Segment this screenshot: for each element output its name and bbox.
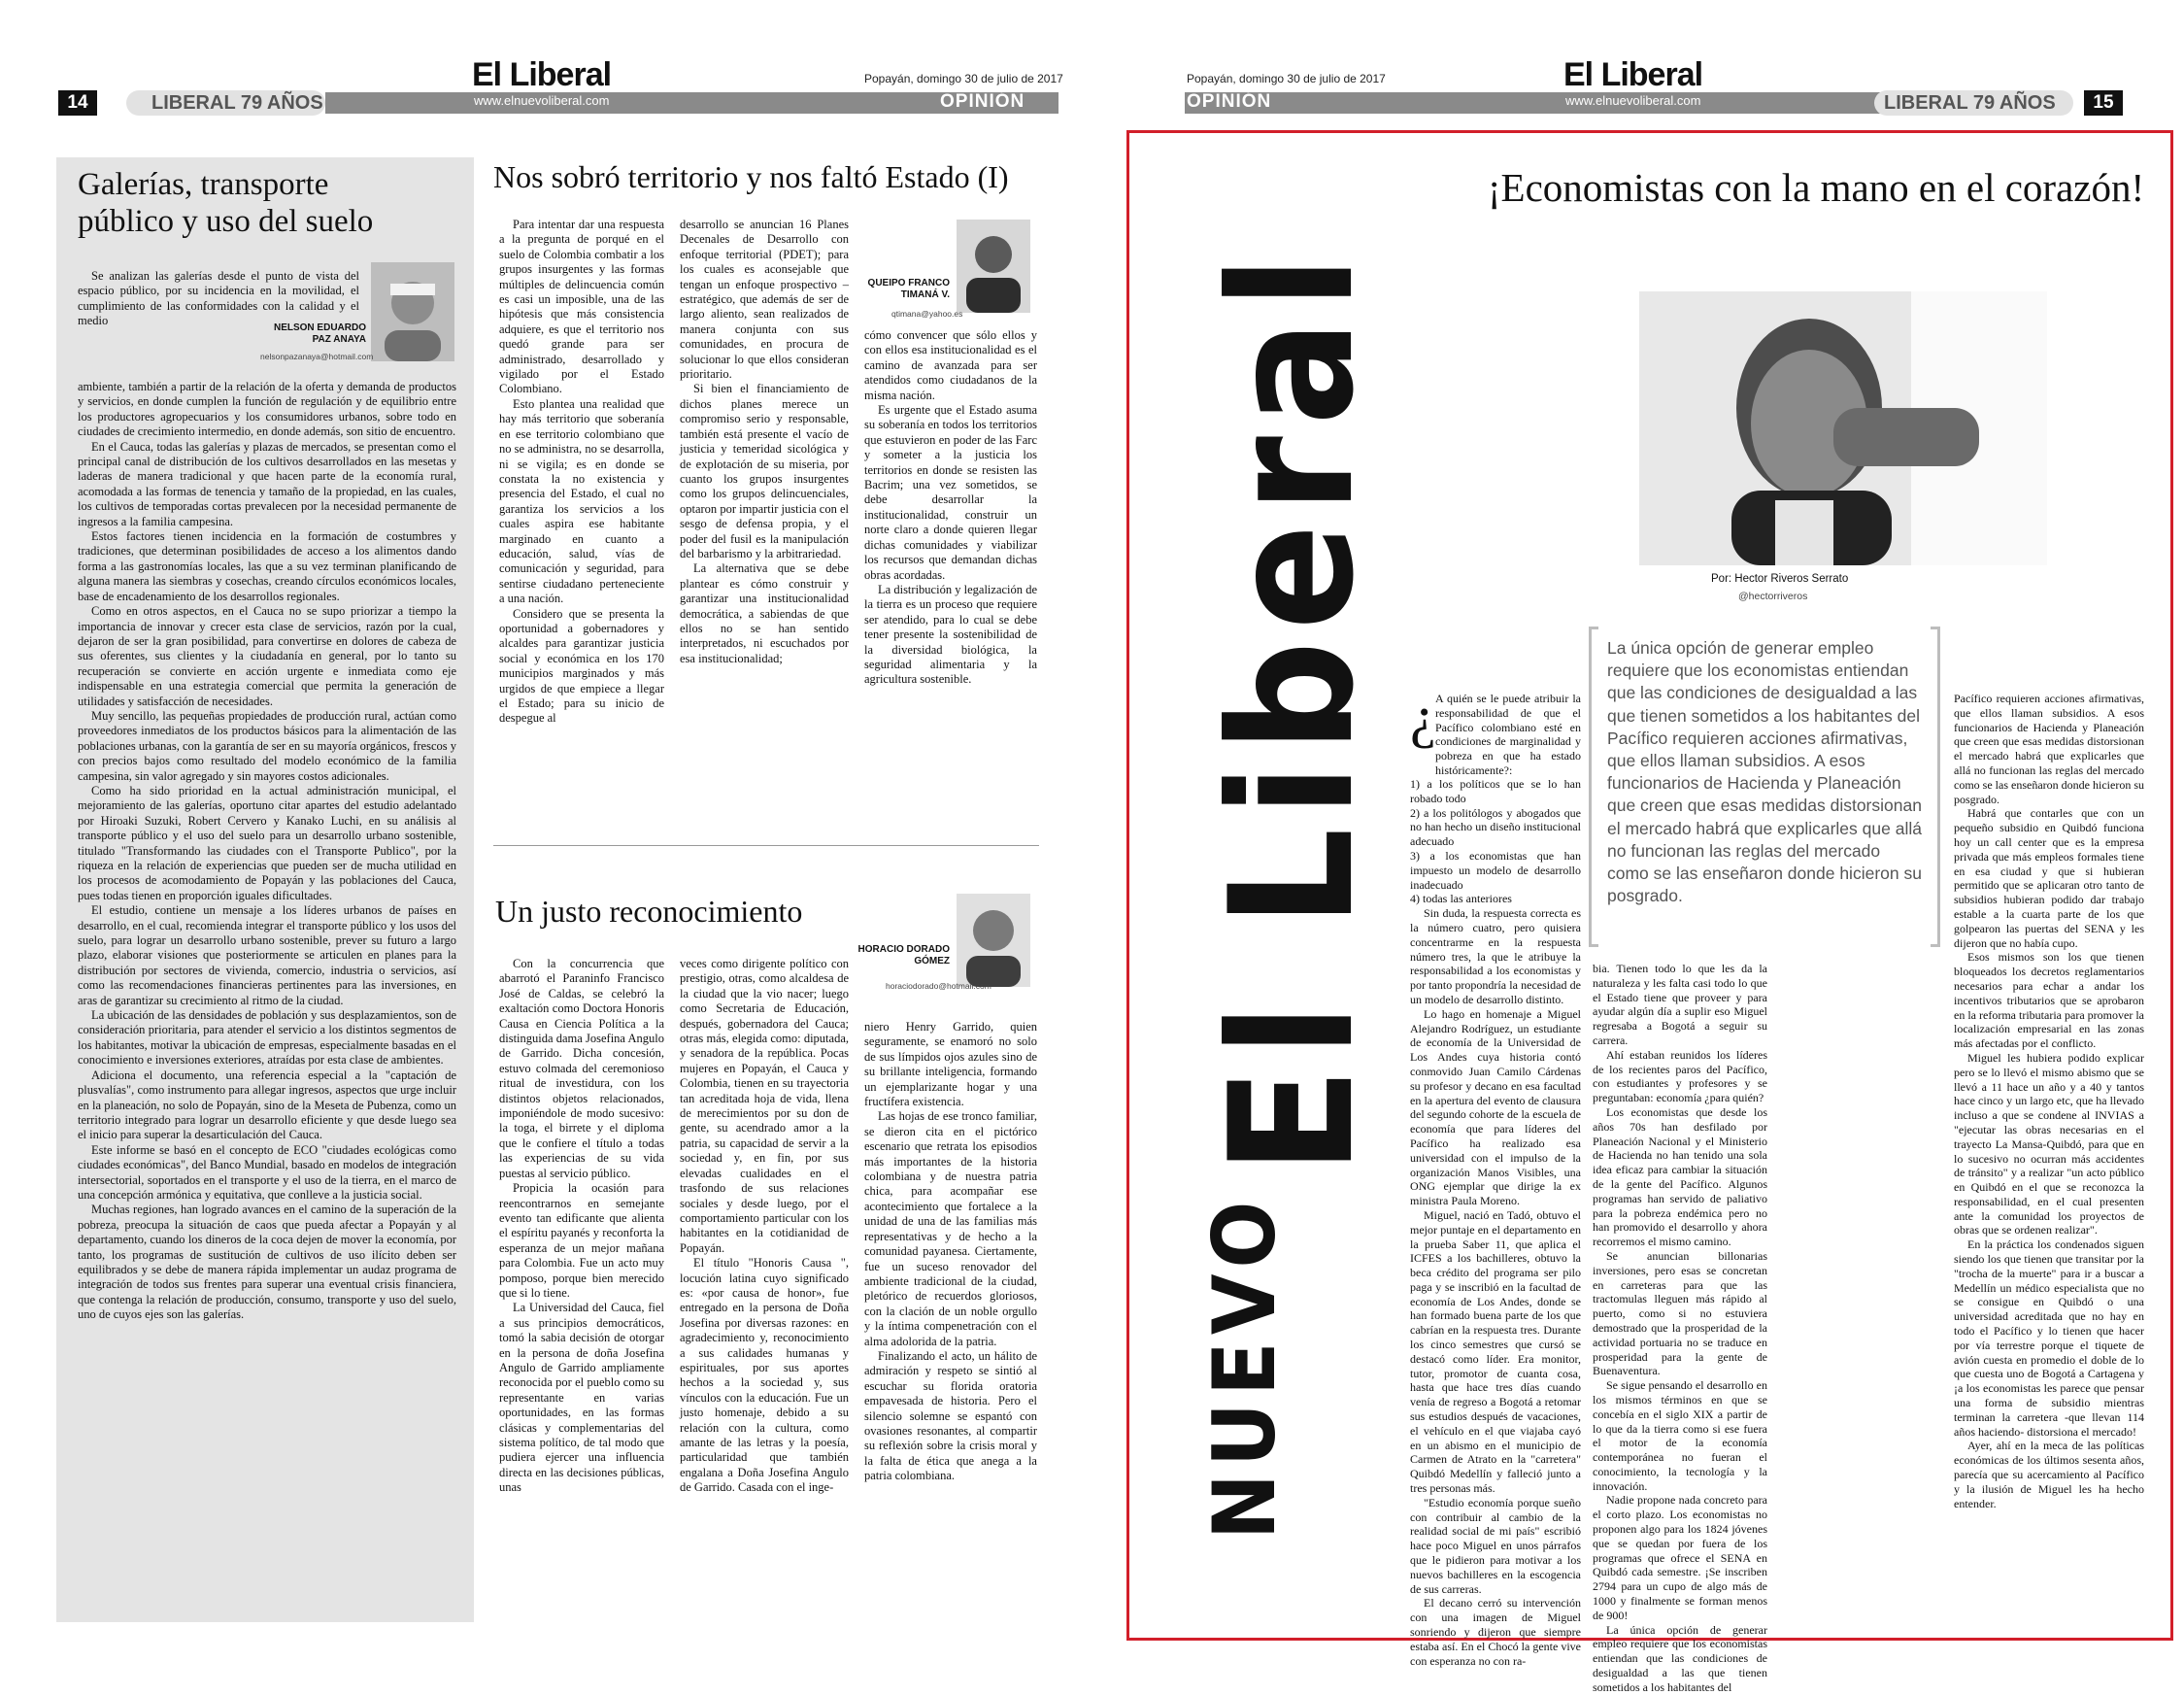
article-title: ¡Economistas con la mano en el corazón! <box>1487 165 2145 210</box>
list-item: 4) todas las anteriores <box>1410 892 1512 906</box>
anniversary-label: LIBERAL 79 AÑOS <box>1884 92 2056 114</box>
list-item: 2) a los politólogos y abogados que no han hecho un diseño institucional adecuado <box>1410 805 1581 849</box>
paragraph: ambiente, también a partir de la relación de la oferta y demanda de productos y servicios, en donde cumplen la función de regulación y de equilibrio entre los productores agropecuarios y los consumidores urbanos, sobre todo en ciudades de crecimiento intermedio, en donde además, son sitio de encuentro. <box>78 380 456 439</box>
author-portrait <box>957 894 1030 987</box>
paragraph: Esto plantea una realidad que hay más territorio que soberanía en ese territorio colombiano que no se administra, no se desarrolla, ni se vigila; es en donde se constata la no existencia y presencia del Estado, el cual no garantiza los servicios a los cuales aspira ese habitante marginado en cuanto a educación, salud, vías de comunicación y seguridad, para sentirse ciudadano perteneciente a una nación. <box>499 396 664 606</box>
paragraph: Nadie propone nada concreto para el corto plazo. Los economistas no proponen algo para los 1824 jóvenes que se quedan por fuera de los programas que ofrece el SENA en Quibdó cada semestre. ¡Se inscriben 2794 para un cupo de algo más de 1000 y finalmente se forman menos de 900! <box>1593 1493 1767 1622</box>
paragraph: Se anuncian billonarias inversiones, pero esas se concretan en carreteras para que las tractomulas lleguen más rápido al puerto, como si no estuviera demostrado que la prosperidad de la actividad portuaria no se traduce en prosperidad para la gente de Buenaventura. <box>1593 1248 1767 1378</box>
paragraph: Habrá que contarles que con un pequeño subsidio en Quibdó funciona hoy un call center que es la empresa privada que más empleos formales tiene en esa ciudad y que si hubieran permitido que se aplicaran otro tanto de subsidios hubieran podido dar trabajo estable a la cuarta parte de los que golpearon las puertas del SENA y les dijeron que no había cupo. <box>1954 806 2144 950</box>
paragraph: veces como dirigente político con prestigio, otras, como alcaldesa de la ciudad que la vio nacer; luego como Secretaria de Educación, después, gobernadora del Cauca; otras más, elegida como: diputada, y senadora de la república. Pocas mujeres en Popayán, el Cauca y Colombia, tienen en su trayectoria tan acreditada hoja de vida, llena de merecimientos por su don de gente, su acendrado amor a la patria, su capacidad de servir a la sociedad y, en fin, por sus elevadas cualidades en el trasfondo de sus relaciones sociales y desde luego, por el comportamiento particular con los habitantes en la cotidianidad de Popayán. <box>680 957 849 1255</box>
author-photo <box>957 894 1030 987</box>
paragraph: Las hojas de ese tronco familiar, se dieron cita en el pictórico escenario que retrata los episodios más importantes de la historia colombiana y de nuestra patria chica, para acompañar ese acontecimiento que fortalece a la unidad de una de las familias más representativas y de hecho a la comunidad payanesa. Ciertamente, fue un suceso renovador del ambiente tradicional de la ciudad, pletórico de recuerdos gloriosos, con la clación de un noble orgullo y la íntima compenetración con el alma adolorida de la patria. <box>864 1109 1037 1348</box>
paragraph: Miguel, nació en Tadó, obtuvo el mejor puntaje en el departamento en la prueba Saber 11, que aplica el ICFES a los bachilleres, obtuvo la beca crédito del programa ser pilo paga y se inscribió en la facultad de economía de Los Andes, donde se han formado buena parte de los que cabrían en la respuesta tres. Durante los cinco semestres que cursó se destacó como líder. Era monitor, tutor, promotor de cuanta cosa, hasta que hace tres días cuando venía de regreso a Bogotá a retomar sus estudios después de vacaciones, el vehículo en el que viajaba cayó en un abismo en el municipio de Carmen de Atrato en la "carretera" Quibdó Medellín y falleció junto a tres personas más. <box>1410 1207 1581 1496</box>
article-intro <box>1435 692 1581 777</box>
paragraph: La única opción de generar empleo requiere que los economistas entiendan que las condiciones de desigualdad a las que tienen sometidos a los habitantes del <box>1593 1622 1767 1694</box>
paragraph: El decano cerró su intervención con una imagen de Miguel sonriendo y dijeron que siempre estaba así. En el Chocó la gente vive con esperanza no con ra- <box>1410 1596 1581 1668</box>
paragraph: Propicia la ocasión para reencontrarnos en semejante evento tan edificante que alienta el espíritu payanés y reconforta la esperanza de un mejor mañana para Colombia. Fue un acto muy pomposo, porque bien merecido que si lo tiene. <box>499 1181 664 1300</box>
paragraph: Considero que se presenta la oportunidad a gobernadores y alcaldes para garantizar justicia social y económica en los 170 municipios marginados y más urgidos de que empiece a llegar el Estado; para su inicio de despegue al <box>499 606 664 726</box>
paragraph: bia. Tienen todo lo que les da la naturaleza y les falta casi todo lo que el Estado tiene que proveer y para ayudar algún día a suplir eso Miguel regresaba a Bogotá a seguir su carrera. <box>1593 962 1767 1047</box>
right-page <box>1117 0 2184 1694</box>
paragraph: Este informe se basó en el concepto de ECO "ciudades ecológicas como ciudades económicas", del Banco Mundial, basado en modelos de integración intersectorial, soportados en el transporte y el uso de la tierra, en el marco de una concepción armónica y equitativa, que conlleve a la justicia social. <box>78 1142 456 1202</box>
page-number: 14 <box>58 90 97 116</box>
article-column <box>1954 692 2144 1627</box>
paragraph: Adiciona el documento, una referencia especial a la "captación de plusvalías", como instrumento para allegar ingresos, aspectos que urge incluir en la planeación, no solo de Popayán, sino de la Meseta de Pubenza, como un territorio integrado para lograr un desarrollo eficiente y que desde luego sea el inicio para superar la desarticulación del Cauca. <box>78 1068 456 1142</box>
article-column <box>864 328 1037 806</box>
paragraph: Muy sencillo, las pequeñas propiedades de producción rural, actúan como proveedores inmediatos de los productos básicos para la alimentación de las poblaciones urbanas, con la garantía de ser en su mayoría orgánicos, frescos y con precios bajos como resultado del modelo económico de la familia campesina, sin valor agregado y sin mayores costos adicionales. <box>78 708 456 783</box>
section-label: OPINIÓN <box>1187 91 1272 112</box>
paragraph: niero Henry Garrido, quien seguramente, se enamoró no solo de sus límpidos ojos azules sino de su brillante inteligencia, formando un ejemplarizante hogar y una fructífera existencia. <box>864 1020 1037 1109</box>
author-email: nelsonpazanaya@hotmail.com <box>260 352 374 361</box>
author-name: HORACIO DORADO GÓMEZ <box>857 944 950 966</box>
paragraph: Se sigue pensando el desarrollo en los mismos términos en que se concebía en el siglo XIX a partir de lo que da la tierra como si ese fuera el motor de la economía contemporánea no fueran el conocimiento, la tecnología y la innovación. <box>1593 1378 1767 1493</box>
paragraph: cómo convencer que sólo ellos y con ellos esa institucionalidad es el camino de avanzada para ser atendidos como ciudadanos de la misma nación. <box>864 328 1037 402</box>
paragraph: "Estudio economía porque sueño con contribuir al cambio de la realidad social de mi país" escribió hace poco Miguel en unos párrafos que le pidieron para motivar a los nuevos bachilleres en la escogencia de sus carreras. <box>1410 1495 1581 1596</box>
paragraph: El título "Honoris Causa ", locución latina cuyo significado es: «por causa de honor», fue entregado en la persona de Doña Josefina por diversas razones: en agradecimiento y, reconocimiento a sus calidades humanas y espirituales, por sus aportes hechos a la sociedad y, sus vínculos con la educación. Fue un justo homenaje, debido a su relación con la cultura, como amante de las letras y la poesía, particularidad que también engalana a Doña Josefina Angulo de Garrido. Casada con el inge- <box>680 1256 849 1495</box>
byline: Por: Hector Riveros Serrato <box>1711 573 1849 585</box>
article-column <box>864 1020 1037 1627</box>
left-page <box>0 0 1078 1678</box>
vertical-logo-text <box>1194 245 1392 1540</box>
dateline: Popayán, domingo 30 de julio de 2017 <box>864 72 1063 85</box>
drop-cap: ¿ <box>1410 685 1436 749</box>
paragraph: Sin duda, la respuesta correcta es la número cuatro, pero quisiera concentrarme en la respuesta número tres, la que le atribuye la responsabilidad a los economistas y por tanto propondría la necesidad de un modelo de desarrollo distinto. <box>1410 906 1581 1006</box>
paragraph: La alternativa que se debe plantear es cómo construir y garantizar una institucionalidad democrática, a sabiendas de que ellos no se han sentido interpretados, ni escuchados por esa institucionalidad; <box>680 561 849 665</box>
author-portrait <box>1639 291 2047 565</box>
author-portrait <box>371 262 454 361</box>
article-column <box>499 957 664 1627</box>
section-divider <box>493 845 1039 846</box>
article-body <box>78 380 456 1602</box>
intro-paragraph: Se analizan las galerías desde el punto de vista del espacio público, por su incidencia en la movilidad, el cumplimiento de las conformidades con la calidad y el medio <box>78 269 359 328</box>
paragraph: Como en otros aspectos, en el Cauca no se supo priorizar a tiempo la importancia de innovar y crecer esta clase de servicios, razón por la cual, dejaron de ser la gran posibilidad, para convertirse en dolores de cabeza de sus oferentes, sus clientes y la ciudadanía en general, por lo tanto su recuperación se convierte en acción urgente e inmediata como eje indispensable en una estrategia comercial que permita la generación de utilidades y satisfacción de necesidades. <box>78 604 456 708</box>
masthead-text: El Liberal <box>1563 56 1703 93</box>
pullquote-bracket-left <box>1589 627 1598 947</box>
twitter-handle: @hectorriveros <box>1738 591 1808 602</box>
vertical-logo-small: NUEVO <box>1194 1194 1294 1540</box>
vertical-logo <box>1194 131 1392 1540</box>
masthead-logo <box>472 56 611 94</box>
masthead-logo <box>1563 56 1702 94</box>
anniversary-tab <box>126 90 325 116</box>
paragraph: desarrollo se anuncian 16 Planes Decenales de Desarrollo con enfoque territorial (PDET); para los cuales es aconsejable que tengan un enfoque prospectivo – estratégico, que además de ser de largo aliento, sean realizados de manera conjunta con sus comunidades, en procura de solucionar lo que ellos consideran prioritario. <box>680 218 849 382</box>
author-email: qtimana@yahoo.es <box>891 309 963 319</box>
paragraph: El estudio, contiene un mensaje a los líderes urbanos de países en desarrollo, en el cual, recomienda integrar el transporte público y los usos del suelo, para lograr un desarrollo urbano sostenible, prever su futuro a largo plazo, elaborar visiones que posteriormente se articulen en planes para la distribución por sectores de vivienda, comercio, industria o servicios, así como las recomendaciones financieras pertinentes para las inversiones, en aras de garantizar su crecimiento al ritmo de la ciudad. <box>78 903 456 1007</box>
paragraph: Muchas regiones, han logrado avances en el camino de la superación de la pobreza, preocupa la situación de caos que pueda afectar a Popayán y al departamento, cuando los dineros de la coca dejen de mover la economía, por tanto, los programas de sustitución de cultivos de uso ilícito deben ser equilibrados y se debe de manera rápida implementar un audaz programa de integración de todos sus frentes para superar una eventual crisis financiera, que contenga la relación de producción, consumo, transporte y uso del suelo, uno de cuyos ejes son las galerías. <box>78 1203 456 1322</box>
article-column <box>680 957 849 1627</box>
article-title: Galerías, transporte público y uso del suelo <box>78 167 374 239</box>
paragraph: En la práctica los condenados siguen siendo los que tienen que transitar por la "trocha de la muerte" para ir a buscar a Medellín un médico especialista que no se consigue en Quibdó o una universidad acreditada que no hay en todo el Pacífico y lo tienen que hacer por vía terrestre porque el tiquete de avión cuesta en promedio el doble de lo que cuesta uno de Bogotá a Cartagena y ¡a los economistas les parece que pensar una forma de subsidio mientras terminan la carretera -que llevan 114 años haciendo- distorsiona el mercado! <box>1954 1237 2144 1439</box>
author-photo <box>957 220 1030 313</box>
article-column <box>1593 962 1767 1694</box>
paragraph: En el Cauca, todas las galerías y plazas de mercados, se presentan como el principal canal de distribución de los cultivos desarrollados en las mesetas y laderas de manera tradicional y que hacen parte de la economía rural, acomodada a las formas de tenencia y tamaño de la propiedad, en las cuales, los cultivos de temporadas cortas prevalecen por la necesidad permanente de ingresos a la familia campesina. <box>78 439 456 528</box>
section-label: OPINIÓN <box>940 91 1025 112</box>
paragraph: Lo hago en homenaje a Miguel Alejandro Rodríguez, un estudiante de economía de la Universidad de Los Andes cuya historia contó conmovido Juan Camilo Cárdenas su profesor y decano en esa facultad en la apertura del evento de clausura del segundo cohorte de la escuela de economía que para líderes del Pacífico ha realizado esa universidad con el impulso de la organización Manos Visibles, una ONG ejemplar que dirige la ex ministra Paula Moreno. <box>1410 1006 1581 1208</box>
paragraph: Como ha sido prioridad en la actual administración municipal, el mejoramiento de las galerías, oportuno citar apartes del estudio adelantado por Hiroaki Suzuki, Robert Cervero y Kanako Luchi, en su análisis al transporte público y el uso del suelo para un desarrollo urbano sostenible, titulado "Transformando las ciudades con el Transporte Publico", por la riqueza en la relación de experiencias que pueden ser de mucha utilidad en los procesos de acomodamiento de Popayán y las poblaciones del Cauca, pues todas tienen en proporción iguales dificultades. <box>78 783 456 902</box>
anniversary-label: LIBERAL 79 AÑOS <box>151 92 323 114</box>
author-name: NELSON EDUARDO PAZ ANAYA <box>273 322 366 345</box>
masthead-text: El Liberal <box>472 56 612 93</box>
paragraph: Para intentar dar una respuesta a la pregunta de porqué en el suelo de Colombia combatir a los grupos insurgentes y las formas múltiples de delincuencia común es casi un imposible, una de las hipótesis que más consistencia adquiere, es que el territorio nos quedó grande para ser administrado, desarrollado y vigilado por el Estado Colombiano. <box>499 218 664 396</box>
anniversary-tab <box>1874 90 2073 116</box>
article-column <box>499 218 664 806</box>
author-name: QUEIPO FRANCO TIMANÁ V. <box>867 278 950 300</box>
site-url: www.elnuevoliberal.com <box>474 93 610 108</box>
author-photo <box>1639 291 2047 565</box>
site-url: www.elnuevoliberal.com <box>1565 93 1701 108</box>
paragraph: La Universidad del Cauca, fiel a sus principios democráticos, tomó la sabia decisión de otorgar en la persona de doña Josefina Angulo de Garrido ampliamente reconocida por el pueblo como su representante en varias oportunidades, en las formas clásicas y complementarias del sistema político, de tal modo que pudiera ejercer una influencia directa en las decisiones públicas, unas <box>499 1301 664 1495</box>
dateline: Popayán, domingo 30 de julio de 2017 <box>1187 72 1386 85</box>
paragraph: Es urgente que el Estado asuma su soberanía en todos los territorios que estuvieron en poder de las Farc y someter a la justicia los territorios en donde se resisten las Bacrim; una vez sometidos, se debe desarrollar la institucionalidad, construir un norte claro a donde quieren llegar dichas comunidades y viabilizar los recursos que demandan dichas obras acordadas. <box>864 403 1037 582</box>
list-item: 1) a los políticos que se lo han robado todo <box>1410 777 1581 805</box>
author-portrait <box>957 220 1030 313</box>
vertical-logo-main: El Liberal <box>1194 245 1392 1175</box>
paragraph: La distribución y legalización de la tierra es un proceso que requiere ser atendido, para lo cual se debe tener presente la sostenibilidad de la diversidad biológica, la seguridad alimentaria y la agricultura sostenible. <box>864 582 1037 687</box>
pullquote-bracket-right <box>1931 627 1940 947</box>
paragraph: La ubicación de las densidades de población y sus desplazamientos, son de consideración prioritaria, para atender el servicio a los distintos segmentos de los habitantes, motivar la ubicación de empresas, especialmente basadas en el conocimiento e inversiones exteriores, atraídas por esta clase de ambientes. <box>78 1008 456 1068</box>
article-intro <box>78 269 359 378</box>
author-photo <box>371 262 454 361</box>
paragraph: Miguel les hubiera podido explicar pero se lo llevó el mismo abismo que se llevó a 11 hace un año y a 40 y tantos hace cinco y un largo etc, que ha llevado incluso a que se condene al INVIAS a "ejecutar las obras necesarias en el trayecto La Mansa-Quibdó, para que en lo sucesivo no ocurran más accidentes de tránsito" y a realizar "un acto público en Quibdó en el que se reconozca la responsabilidad, en el cual presenten ante la comunidad los proyectos de obras que se ordenen realizar". <box>1954 1050 2144 1237</box>
paragraph: Esos mismos son los que tienen bloqueados los decretos reglamentarios necesarios para echar a andar los incentivos tributarios que se aprobaron en la reforma tributaria para promover la localización empresarial en las zonas más afectadas por el conflicto. <box>1954 950 2144 1051</box>
paragraph: Ahí estaban reunidos los líderes de los recientes paros del Pacífico, con estudiantes y profesores y se preguntaban: economía ¿para quién? <box>1593 1047 1767 1105</box>
article-column <box>680 218 849 806</box>
pullquote: La única opción de generar empleo requiere que los economistas entiendan que las condiciones de desigualdad a las que tienen sometidos a los habitantes del Pacífico requieren acciones afirmativas, que ellos llaman subsidios. A esos funcionarios de Hacienda y Planeación que creen que esas medidas distorsionan el mercado habrá que explicarles que allá no funcionan las reglas del mercado como se las enseñaron donde hicieron su posgrado. <box>1607 638 1922 906</box>
intro-paragraph: A quién se le puede atribuir la responsabilidad de que el Pacífico colombiano esté en condiciones de marginalidad y pobreza en que ha estado históricamente?: <box>1435 692 1581 777</box>
paragraph: Estos factores tienen incidencia en la formación de costumbres y tradiciones, que determinan posibilidades de acceso a los alimentos dando forma a las gastronomías locales, las que a su vez terminan planificando de alguna manera las siembras y cosechas, creando círculos económicos locales, base de encadenamiento de los desarrollos regionales. <box>78 529 456 603</box>
paragraph: Con la concurrencia que abarrotó el Paraninfo Francisco José de Caldas, se celebró la exaltación como Doctora Honoris Causa en Ciencia Política a la distinguida dama Josefina Angulo de Garrido. Dicha concesión, estuvo colmada del ceremonioso ritual de investidura, con los distintos objetos relacionados, imponiéndole de modo sucesivo: la toga, el birrete y el diploma que le confiere el título a todas las experiencias de su vida puestas al servicio público. <box>499 957 664 1180</box>
paragraph: Pacífico requieren acciones afirmativas, que ellos llaman subsidios. A esos funcionarios de Hacienda y Planeación que creen que esas medidas distorsionan el mercado habrá que explicarles que allá no funcionan las reglas del mercado como se las enseñaron donde hicieron su posgrado. <box>1954 692 2144 806</box>
article-column <box>1410 777 1581 1668</box>
author-email: horaciodorado@hotmail.com <box>886 981 991 991</box>
paragraph: Si bien el financiamiento de dichos planes merece un compromiso serio y responsable, también está presente el vacío de justicia y temeridad sicológica y de explotación de su miseria, por cuanto los grupos insurgentes como los grupos delincuenciales, optaron por impartir justicia con el sesgo de defensa propia, y el poder del fusil es la manipulación del barbarismo y la arbitrariedad. <box>680 382 849 560</box>
paragraph: Finalizando el acto, un hálito de admiración y respeto se sintió al escuchar su florida oratoria empavesada de historia. Pero el silencio solemne se espantó con ovasiones resonantes, al compartir su reflexión sobre la crisis moral y la falta de ética que anega a la patria colombiana. <box>864 1348 1037 1483</box>
article-title: Un justo reconocimiento <box>495 894 803 929</box>
page-number: 15 <box>2084 90 2123 116</box>
article-title: Nos sobró territorio y nos faltó Estado (I) <box>493 159 1009 194</box>
list-item: 3) a los economistas que han impuesto un modelo de desarrollo inadecuado <box>1410 848 1581 892</box>
paragraph: Ayer, ahí en la meca de las políticas económicas de los últimos sesenta años, parecía que su acercamiento al Pacífico y la ilusión de Miguel les ha hecho entender. <box>1954 1439 2144 1510</box>
paragraph: Los economistas que desde los años 70s han desfilado por Planeación Nacional y el Ministerio de Hacienda no han tenido una sola idea eficaz para cambiar la situación de la gente del Pacífico. Algunos programas han servido de paliativo para la pobreza endémica pero no han promovido el desarrollo y ahora recorremos el mismo camino. <box>1593 1104 1767 1249</box>
